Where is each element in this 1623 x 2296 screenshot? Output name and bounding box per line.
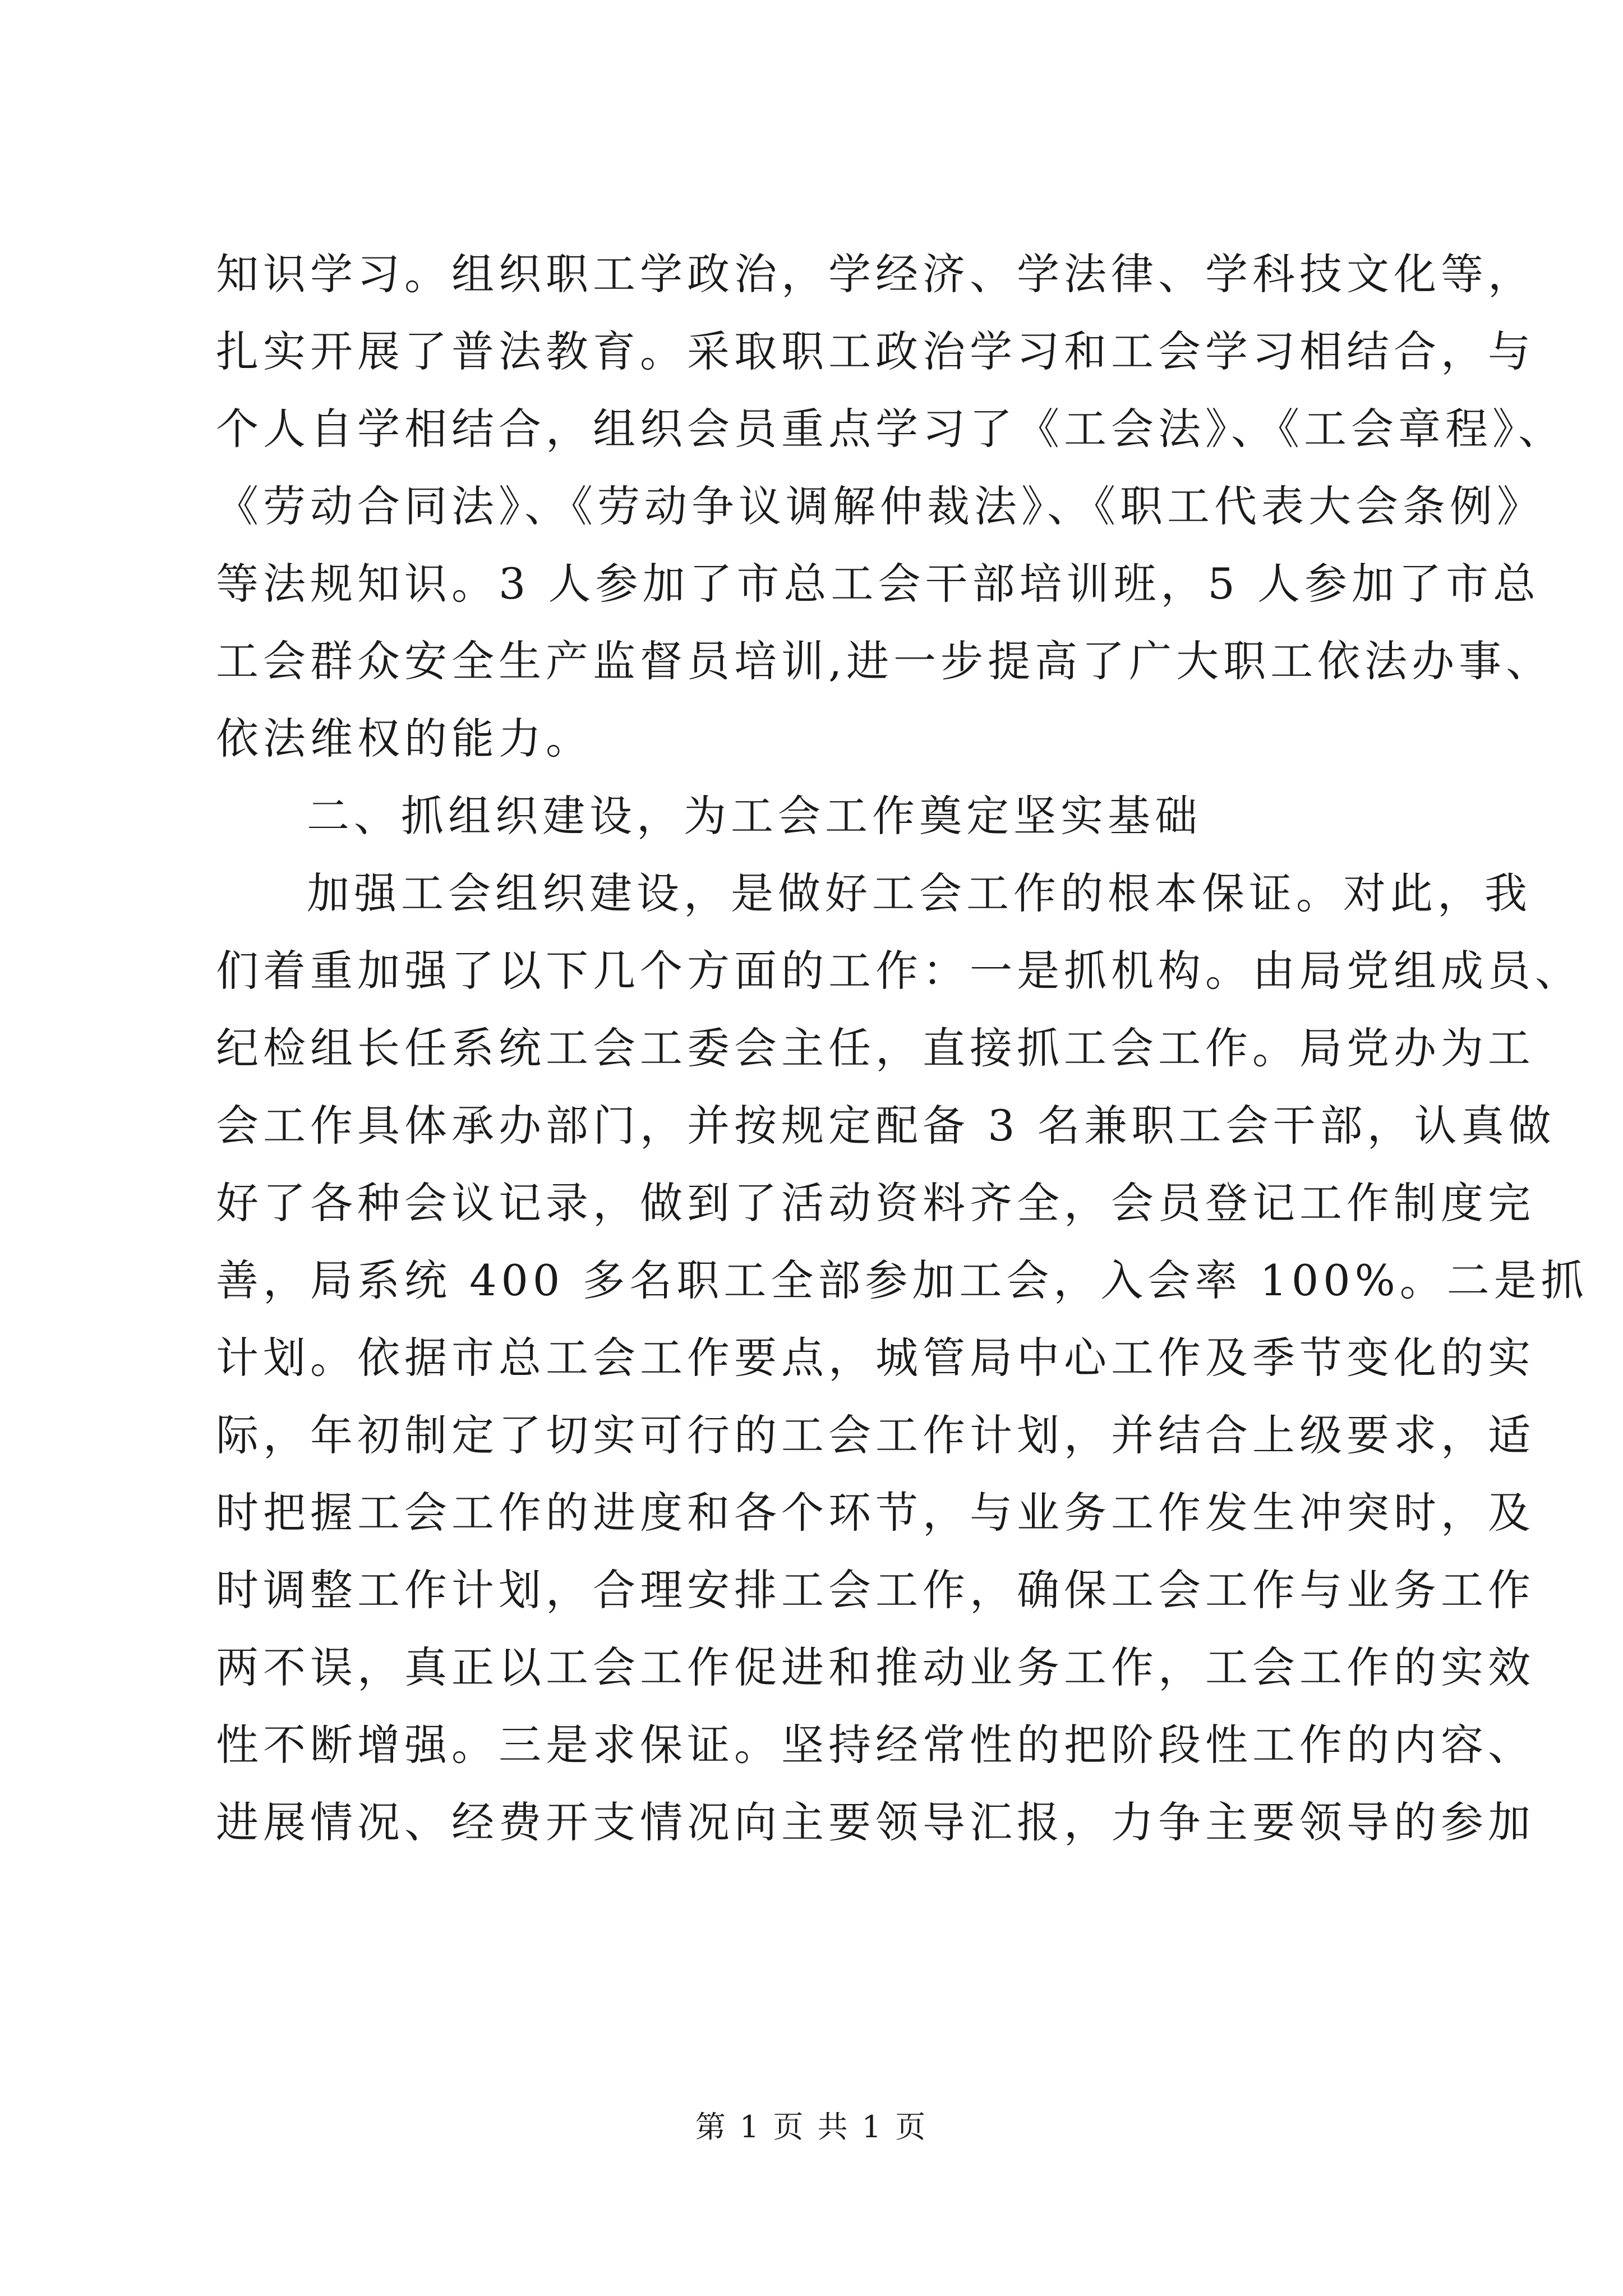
document-body [216,236,1588,1861]
text-line: 计划。依据市总工会工作要点，城管局中心工作及季节变化的实 [216,1333,1535,1383]
text-line: 际，年初制定了切实可行的工会工作计划，并结合上级要求，适 [216,1410,1535,1460]
text-line: 进展情况、经费开支情况向主要领导汇报，力争主要领导的参加 [216,1797,1535,1847]
section-heading: 二、抓组织建设，为工会工作奠定坚实基础 [307,791,1202,841]
text-line: 《劳动合同法》、《劳动争议调解仲裁法》、《职工代表大会条例》 [216,481,1544,531]
text-line: 好了各种会议记录，做到了活动资料齐全，会员登记工作制度完 [216,1178,1535,1228]
text-line: 两不误，真正以工会工作促进和推动业务工作，工会工作的实效 [216,1642,1535,1692]
text-line: 依法维权的能力。 [216,714,593,763]
text-line: 善，局系统 400 多名职工全部参加工会，入会率 100%。二是抓 [216,1255,1588,1305]
text-line: 性不断增强。三是求保证。坚持经常性的把阶段性工作的内容、 [216,1720,1535,1770]
text-line: 时把握工会工作的进度和各个环节，与业务工作发生冲突时，及 [216,1488,1535,1538]
text-line: 等法规知识。3 人参加了市总工会干部培训班，5 人参加了市总 [216,559,1541,609]
text-line: 纪检组长任系统工会工委会主任，直接抓工会工作。局党办为工 [216,1023,1535,1073]
paragraph-first-line: 加强工会组织建设，是做好工会工作的根本保证。对此，我 [307,868,1532,918]
page-number-footer: 第 1 页 共 1 页 [695,2109,928,2145]
text-line: 个人自学相结合，组织会员重点学习了《工会法》、《工会章程》、 [216,404,1565,454]
text-line: 扎实开展了普法教育。采取职工政治学习和工会学习相结合，与 [216,326,1535,376]
text-line: 会工作具体承办部门，并按规定配备 3 名兼职工会干部，认真做 [216,1101,1556,1151]
text-line: 时调整工作计划，合理安排工会工作，确保工会工作与业务工作 [216,1565,1535,1615]
text-line: 知识学习。组织职工学政治，学经济、学法律、学科技文化等， [216,249,1535,299]
text-line: 工会群众安全生产监督员培训,进一步提高了广大职工依法办事、 [216,636,1553,686]
text-line: 们着重加强了以下几个方面的工作：一是抓机构。由局党组成员、 [216,946,1582,996]
